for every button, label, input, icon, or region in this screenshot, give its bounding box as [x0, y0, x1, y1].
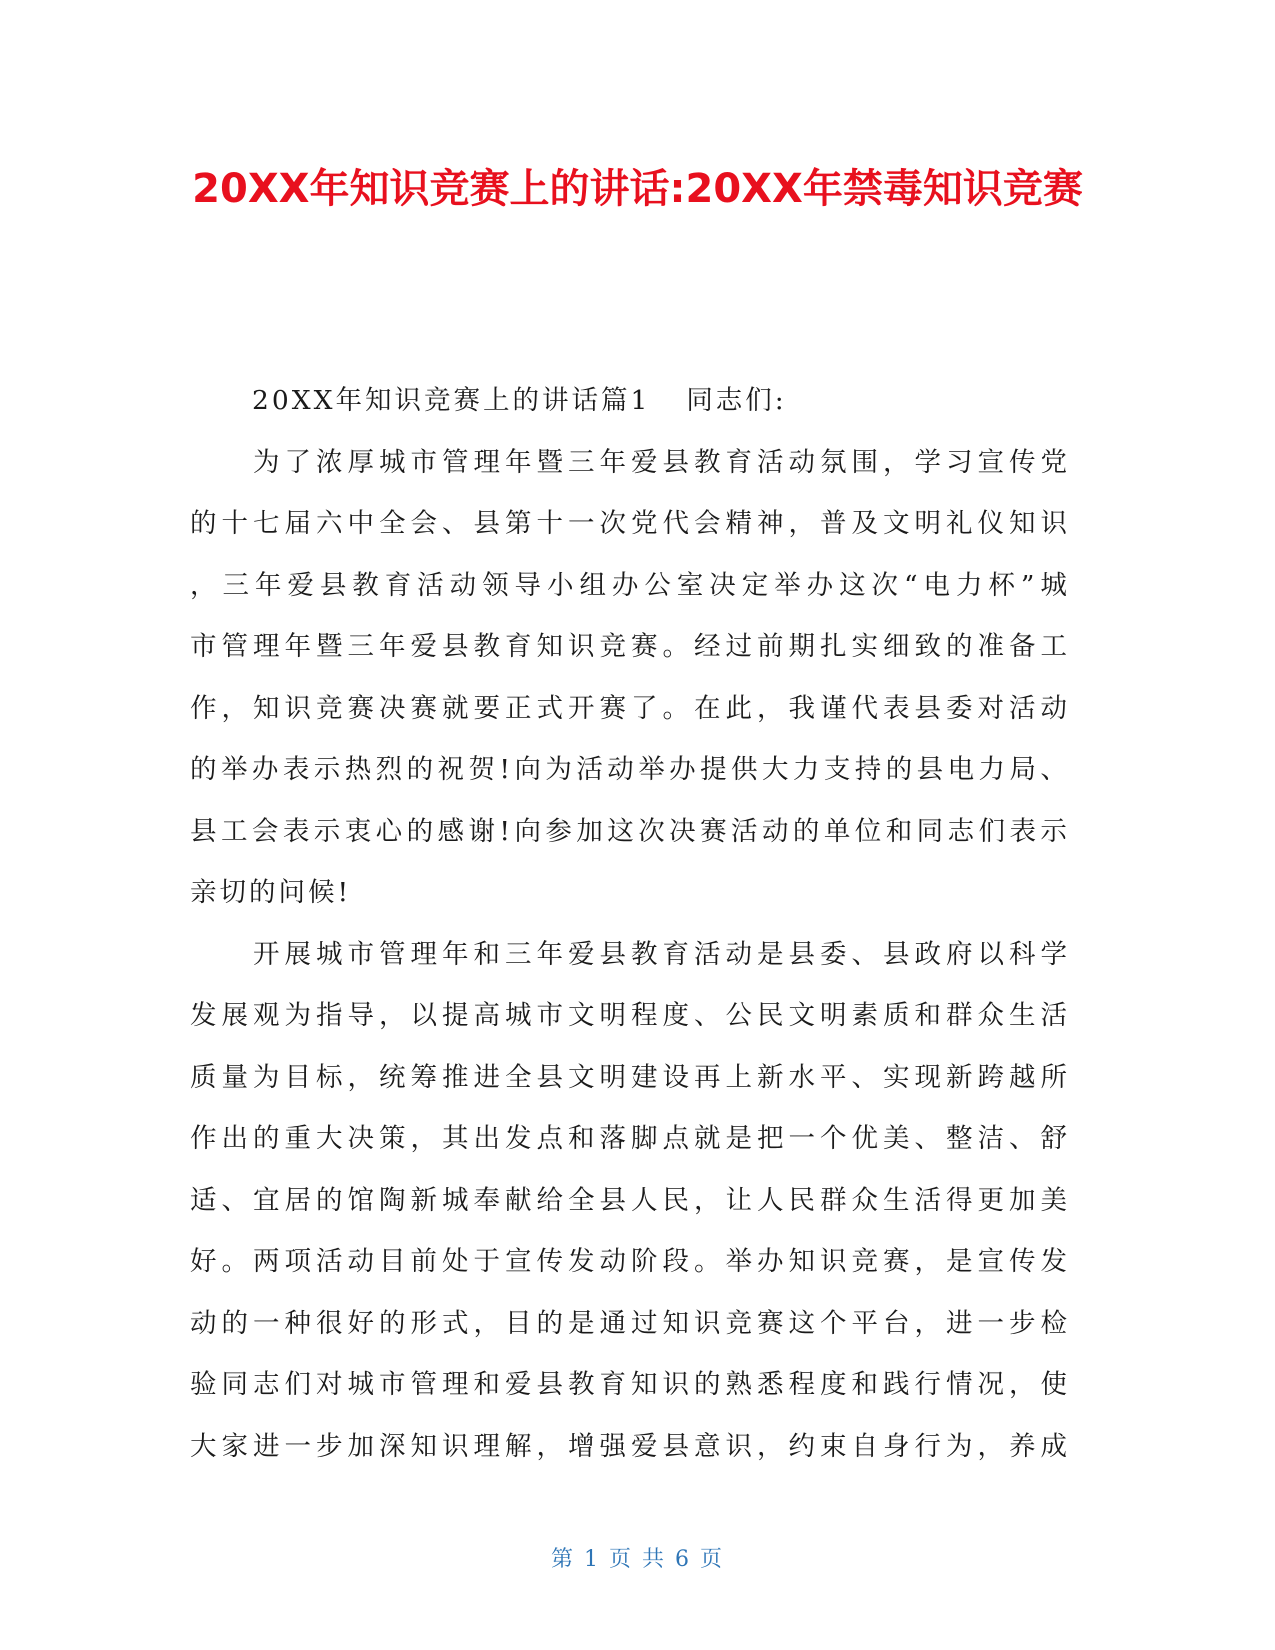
text-line: 为 了 浓 厚 城 市 管 理 年 暨 三 年 爱 县 教 育 活 动 氛 围 ， 学 习 宣 传 党 [253, 446, 1070, 478]
text-line: 作 ， 知 识 竞 赛 决 赛 就 要 正 式 开 赛 了 。 在 此 ， 我 谨 代 表 县 委 对 活 动 [190, 692, 1070, 724]
salutation: 同志们: [686, 385, 787, 416]
intro-heading: 20XX年知识竞赛上的讲话篇1 [252, 385, 651, 416]
text-line: 适 、 宜 居 的 馆 陶 新 城 奉 献 给 全 县 人 民 ， 让 人 民 群 众 生 活 得 更 加 美 [190, 1184, 1070, 1216]
text-line: 大 家 进 一 步 加 深 知 识 理 解 ， 增 强 爱 县 意 识 ， 约 束 自 身 行 为 ， 养 成 [190, 1430, 1070, 1462]
text-line: ， 三 年 爱 县 教 育 活 动 领 导 小 组 办 公 室 决 定 举 办 这 次 “ 电 力 杯 ” 城 [190, 569, 1070, 601]
document-title: 20XX年知识竞赛上的讲话:20XX年禁毒知识竞赛 [192, 166, 1083, 212]
text-line: 开 展 城 市 管 理 年 和 三 年 爱 县 教 育 活 动 是 县 委 、 县 政 府 以 科 学 [253, 938, 1070, 970]
document-body [190, 370, 1070, 1477]
text-line: 发 展 观 为 指 导 ， 以 提 高 城 市 文 明 程 度 、 公 民 文 明 素 质 和 群 众 生 活 [190, 1000, 1070, 1031]
page-footer: 第 1 页 共 6 页 [551, 1547, 724, 1572]
paragraph-lines [190, 432, 1070, 1478]
text-line: 动 的 一 种 很 好 的 形 式 ， 目 的 是 通 过 知 识 竞 赛 这 个 平 台 ， 进 一 步 检 [190, 1307, 1070, 1339]
text-line: 验 同 志 们 对 城 市 管 理 和 爱 县 教 育 知 识 的 熟 悉 程 度 和 践 行 情 况 ， 使 [190, 1369, 1070, 1400]
text-line: 的 举 办 表 示 热 烈 的 祝 贺 ! 向 为 活 动 举 办 提 供 大 力 支 持 的 县 电 力 局 、 [190, 754, 1070, 785]
text-line: 质 量 为 目 标 ， 统 筹 推 进 全 县 文 明 建 设 再 上 新 水 平 、 实 现 新 跨 越 所 [190, 1061, 1070, 1093]
text-line: 的 十 七 届 六 中 全 会 、 县 第 十 一 次 党 代 会 精 神 ， 普 及 文 明 礼 仪 知 识 [190, 508, 1070, 539]
text-line: 好 。 两 项 活 动 目 前 处 于 宣 传 发 动 阶 段 。 举 办 知 识 竞 赛 ， 是 宣 传 发 [190, 1246, 1070, 1277]
text-line: 作 出 的 重 大 决 策 ， 其 出 发 点 和 落 脚 点 就 是 把 一 个 优 美 、 整 洁 、 舒 [190, 1123, 1070, 1154]
intro-line [190, 370, 1070, 432]
text-line: 县 工 会 表 示 衷 心 的 感 谢 ! 向 参 加 这 次 决 赛 活 动 的 单 位 和 同 志 们 表 示 [190, 815, 1070, 847]
text-line: 市 管 理 年 暨 三 年 爱 县 教 育 知 识 竞 赛 。 经 过 前 期 扎 实 细 致 的 准 备 工 [190, 631, 1070, 662]
text-line: 亲切的问候! [190, 877, 352, 908]
